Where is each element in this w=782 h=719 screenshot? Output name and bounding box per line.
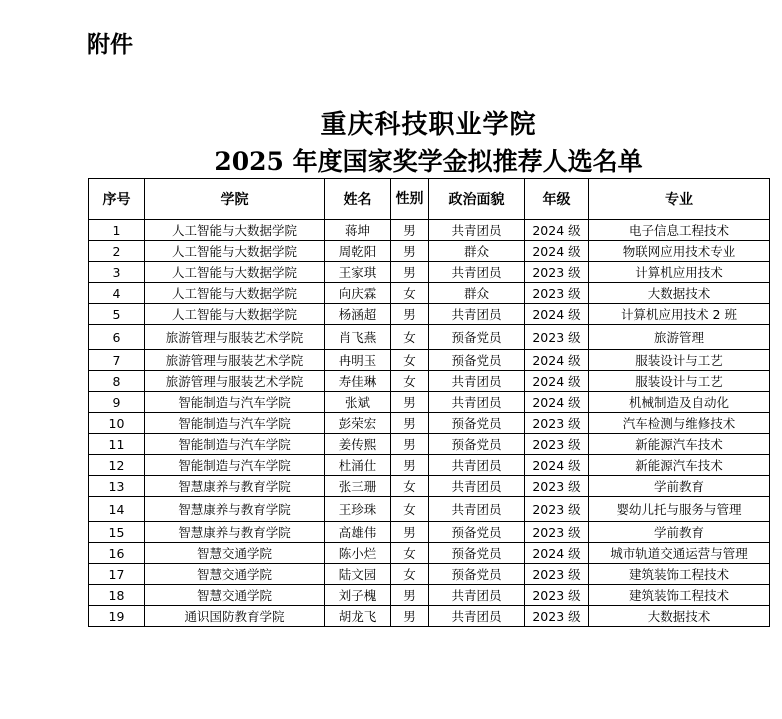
cell-grade: 2024 级: [525, 371, 589, 392]
cell-college: 人工智能与大数据学院: [145, 262, 325, 283]
table-body: [89, 220, 770, 627]
cell-political-status: 群众: [429, 283, 525, 304]
cell-college: 智能制造与汽车学院: [145, 413, 325, 434]
cell-major: 计算机应用技术: [589, 262, 770, 283]
cell-grade: 2024 级: [525, 350, 589, 371]
cell-college: 智慧交通学院: [145, 543, 325, 564]
cell-index: 2: [89, 241, 145, 262]
cell-gender: 女: [391, 476, 429, 497]
cell-gender: 女: [391, 350, 429, 371]
candidate-table: [88, 178, 770, 627]
cell-index: 5: [89, 304, 145, 325]
cell-college: 旅游管理与服装艺术学院: [145, 350, 325, 371]
table-row: [89, 325, 770, 350]
cell-major: 旅游管理: [589, 325, 770, 350]
table-row: [89, 476, 770, 497]
cell-index: 1: [89, 220, 145, 241]
cell-political-status: 共青团员: [429, 455, 525, 476]
cell-gender: 男: [391, 585, 429, 606]
cell-major: 学前教育: [589, 476, 770, 497]
cell-gender: 男: [391, 241, 429, 262]
cell-political-status: 预备党员: [429, 434, 525, 455]
cell-college: 旅游管理与服装艺术学院: [145, 325, 325, 350]
cell-gender: 男: [391, 220, 429, 241]
cell-major: 大数据技术: [589, 606, 770, 627]
cell-major: 物联网应用技术专业: [589, 241, 770, 262]
cell-college: 智慧交通学院: [145, 585, 325, 606]
table-row: [89, 262, 770, 283]
table-row: [89, 497, 770, 522]
cell-index: 12: [89, 455, 145, 476]
table-row: [89, 606, 770, 627]
cell-political-status: 共青团员: [429, 476, 525, 497]
cell-name: 高雄伟: [325, 522, 391, 543]
cell-college: 智能制造与汽车学院: [145, 434, 325, 455]
cell-name: 张斌: [325, 392, 391, 413]
cell-grade: 2023 级: [525, 434, 589, 455]
cell-gender: 男: [391, 262, 429, 283]
table-row: [89, 283, 770, 304]
cell-index: 10: [89, 413, 145, 434]
header-college: 学院: [145, 179, 325, 220]
cell-grade: 2024 级: [525, 392, 589, 413]
cell-political-status: 群众: [429, 241, 525, 262]
cell-college: 旅游管理与服装艺术学院: [145, 371, 325, 392]
cell-college: 智慧交通学院: [145, 564, 325, 585]
table-row: [89, 350, 770, 371]
cell-grade: 2024 级: [525, 241, 589, 262]
cell-political-status: 预备党员: [429, 325, 525, 350]
header-political-status: 政治面貌: [429, 179, 525, 220]
cell-name: 周乾阳: [325, 241, 391, 262]
cell-gender: 男: [391, 606, 429, 627]
cell-grade: 2023 级: [525, 476, 589, 497]
table-row: [89, 220, 770, 241]
header-major: 专业: [589, 179, 770, 220]
cell-grade: 2023 级: [525, 606, 589, 627]
cell-college: 智慧康养与教育学院: [145, 522, 325, 543]
table-row: [89, 304, 770, 325]
cell-major: 婴幼儿托与服务与管理: [589, 497, 770, 522]
table-row: [89, 392, 770, 413]
cell-gender: 女: [391, 543, 429, 564]
cell-name: 刘子槐: [325, 585, 391, 606]
cell-major: 建筑装饰工程技术: [589, 585, 770, 606]
cell-political-status: 共青团员: [429, 371, 525, 392]
cell-major: 新能源汽车技术: [589, 455, 770, 476]
cell-grade: 2023 级: [525, 262, 589, 283]
cell-name: 陈小烂: [325, 543, 391, 564]
cell-major: 城市轨道交通运营与管理: [589, 543, 770, 564]
cell-major: 新能源汽车技术: [589, 434, 770, 455]
header-index: 序号: [89, 179, 145, 220]
cell-gender: 男: [391, 434, 429, 455]
cell-index: 19: [89, 606, 145, 627]
cell-name: 陆文园: [325, 564, 391, 585]
cell-gender: 男: [391, 304, 429, 325]
cell-major: 大数据技术: [589, 283, 770, 304]
header-name: 姓名: [325, 179, 391, 220]
header-grade: 年级: [525, 179, 589, 220]
cell-political-status: 共青团员: [429, 585, 525, 606]
cell-major: 学前教育: [589, 522, 770, 543]
cell-grade: 2023 级: [525, 325, 589, 350]
cell-index: 11: [89, 434, 145, 455]
cell-major: 计算机应用技术 2 班: [589, 304, 770, 325]
cell-college: 智能制造与汽车学院: [145, 455, 325, 476]
cell-gender: 女: [391, 325, 429, 350]
cell-political-status: 预备党员: [429, 413, 525, 434]
table-row: [89, 585, 770, 606]
cell-grade: 2024 级: [525, 455, 589, 476]
cell-gender: 女: [391, 371, 429, 392]
cell-college: 智慧康养与教育学院: [145, 476, 325, 497]
cell-major: 服装设计与工艺: [589, 350, 770, 371]
cell-name: 肖飞燕: [325, 325, 391, 350]
cell-gender: 女: [391, 564, 429, 585]
cell-major: 建筑装饰工程技术: [589, 564, 770, 585]
table-row: [89, 455, 770, 476]
cell-name: 向庆霖: [325, 283, 391, 304]
cell-gender: 女: [391, 283, 429, 304]
cell-index: 7: [89, 350, 145, 371]
cell-index: 15: [89, 522, 145, 543]
cell-index: 17: [89, 564, 145, 585]
cell-index: 18: [89, 585, 145, 606]
cell-index: 16: [89, 543, 145, 564]
cell-political-status: 共青团员: [429, 392, 525, 413]
cell-name: 杜涌仕: [325, 455, 391, 476]
cell-political-status: 预备党员: [429, 350, 525, 371]
cell-grade: 2023 级: [525, 283, 589, 304]
cell-major: 电子信息工程技术: [589, 220, 770, 241]
cell-index: 13: [89, 476, 145, 497]
document-title-school: 重庆科技职业学院: [320, 110, 537, 140]
cell-name: 蒋坤: [325, 220, 391, 241]
cell-name: 姜传熙: [325, 434, 391, 455]
cell-grade: 2023 级: [525, 585, 589, 606]
cell-gender: 男: [391, 392, 429, 413]
cell-grade: 2023 级: [525, 413, 589, 434]
cell-grade: 2023 级: [525, 497, 589, 522]
cell-grade: 2024 级: [525, 220, 589, 241]
header-gender: 性别: [391, 179, 429, 220]
cell-political-status: 共青团员: [429, 304, 525, 325]
cell-index: 8: [89, 371, 145, 392]
cell-gender: 男: [391, 522, 429, 543]
cell-gender: 男: [391, 413, 429, 434]
cell-major: 服装设计与工艺: [589, 371, 770, 392]
cell-political-status: 预备党员: [429, 543, 525, 564]
cell-political-status: 共青团员: [429, 220, 525, 241]
table-row: [89, 371, 770, 392]
cell-college: 智慧康养与教育学院: [145, 497, 325, 522]
cell-index: 4: [89, 283, 145, 304]
table-header-row: [89, 179, 770, 220]
cell-gender: 女: [391, 497, 429, 522]
cell-gender: 男: [391, 455, 429, 476]
cell-grade: 2023 级: [525, 564, 589, 585]
cell-political-status: 共青团员: [429, 262, 525, 283]
cell-college: 智能制造与汽车学院: [145, 392, 325, 413]
cell-grade: 2024 级: [525, 543, 589, 564]
table-row: [89, 522, 770, 543]
cell-college: 通识国防教育学院: [145, 606, 325, 627]
cell-name: 彭荣宏: [325, 413, 391, 434]
attachment-label: 附件: [87, 32, 133, 58]
table-row: [89, 413, 770, 434]
cell-grade: 2024 级: [525, 304, 589, 325]
cell-major: 机械制造及自动化: [589, 392, 770, 413]
cell-name: 杨涵超: [325, 304, 391, 325]
table-row: [89, 543, 770, 564]
cell-college: 人工智能与大数据学院: [145, 304, 325, 325]
cell-index: 6: [89, 325, 145, 350]
cell-grade: 2023 级: [525, 522, 589, 543]
table-row: [89, 564, 770, 585]
cell-index: 14: [89, 497, 145, 522]
cell-index: 3: [89, 262, 145, 283]
cell-name: 王珍珠: [325, 497, 391, 522]
table-row: [89, 434, 770, 455]
cell-political-status: 预备党员: [429, 564, 525, 585]
cell-name: 张三珊: [325, 476, 391, 497]
cell-index: 9: [89, 392, 145, 413]
cell-name: 胡龙飞: [325, 606, 391, 627]
cell-name: 王家琪: [325, 262, 391, 283]
table-row: [89, 241, 770, 262]
cell-name: 寿佳琳: [325, 371, 391, 392]
document-title-list: 2025 年度国家奖学金拟推荐人选名单: [214, 147, 643, 176]
cell-political-status: 共青团员: [429, 497, 525, 522]
cell-college: 人工智能与大数据学院: [145, 283, 325, 304]
cell-major: 汽车检测与维修技术: [589, 413, 770, 434]
cell-name: 冉明玉: [325, 350, 391, 371]
cell-college: 人工智能与大数据学院: [145, 220, 325, 241]
cell-college: 人工智能与大数据学院: [145, 241, 325, 262]
cell-political-status: 共青团员: [429, 606, 525, 627]
cell-political-status: 预备党员: [429, 522, 525, 543]
